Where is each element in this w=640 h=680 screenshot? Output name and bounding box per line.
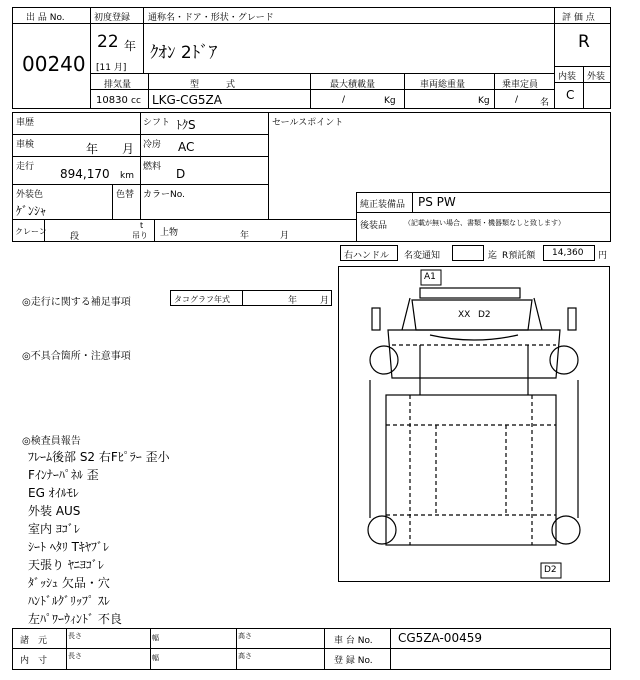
history-label: 車歴 [16, 118, 35, 128]
mileage-unit: km [120, 171, 134, 181]
fuel-value: D [176, 167, 186, 181]
first-reg-label: 初度登録 [94, 13, 131, 23]
inspector-line: 左ﾊﾟﾜｰｳｨﾝﾄﾞ 不良 [28, 612, 122, 626]
capacity-sep: / [515, 95, 519, 105]
displacement-unit: cc [131, 96, 141, 106]
interior-height-label: 高さ [238, 652, 252, 660]
capacity-unit: 名 [540, 98, 550, 108]
interior-score: C [566, 88, 575, 102]
shift-value: ﾄｸS [176, 118, 196, 132]
chassis-number: CG5ZA-00459 [398, 631, 482, 645]
rating-value: R [578, 32, 590, 52]
front-right-wheel [550, 346, 578, 374]
gross-weight-label: 車両総重量 [420, 80, 466, 90]
mark-a1: A1 [424, 272, 436, 282]
mileage-label: 走行 [16, 162, 35, 172]
defects-label: ◎不具合箇所・注意事項 [22, 351, 131, 362]
gross-weight-unit: Kg [478, 96, 490, 106]
ext-color-value: ｹﾞﾝｼｬ [16, 204, 47, 218]
inspector-line: ﾀﾞｯｼｭ 欠品・穴 [28, 576, 110, 590]
crane-hang: 吊り [132, 231, 148, 240]
inspection-label: 車検 [16, 140, 35, 150]
inspection-month: 月 [122, 142, 135, 156]
first-reg-month: [11 月] [96, 63, 127, 73]
windshield [412, 300, 532, 330]
capacity-label: 乗車定員 [502, 80, 539, 90]
dims-length-label: 長さ [68, 632, 82, 640]
exterior-label: 外装 [587, 72, 606, 82]
ac-label: 冷房 [143, 140, 162, 150]
cab-roof [420, 288, 520, 298]
inspector-label: ◎検査員報告 [22, 436, 81, 447]
crane-ton: t [140, 221, 144, 230]
model-label: 通称名・ドア・形状・グレード [148, 13, 274, 23]
rear-left-wheel [368, 516, 396, 544]
shift-label: シフト [143, 118, 171, 128]
max-load-label: 最大積載量 [330, 80, 376, 90]
model-name: ｸｵﾝ 2ﾄﾞｱ [150, 43, 218, 63]
inspector-line: EG ｵｲﾙﾓﾚ [28, 486, 79, 500]
inspector-line: Fｲﾝﾅｰﾊﾟﾈﾙ 歪 [28, 468, 99, 482]
type-label: 型 式 [190, 80, 236, 90]
inspector-line: ｼｰﾄ ﾍﾀﾘ Tｷﾔﾌﾞﾚ [28, 540, 109, 554]
interior-length-label: 長さ [68, 652, 82, 660]
upper-label: 上物 [160, 228, 179, 238]
name-change-label: 名変通知 [404, 251, 441, 261]
front-left-wheel [370, 346, 398, 374]
lot-label: 出 品 No. [26, 13, 65, 23]
right-hand-drive: 右ハンドル [344, 251, 390, 261]
sales-point-label: セールスポイント [272, 118, 344, 128]
left-mirror [372, 308, 380, 330]
inspector-line: 天張り ﾔﾆﾖｺﾞﾚ [28, 558, 104, 572]
recycle-label: R預託額 [502, 251, 536, 261]
ext-color-label: 外装色 [16, 190, 44, 200]
tacho-month: 月 [320, 296, 330, 306]
inspector-line: 外装 AUS [28, 504, 81, 518]
upper-year: 年 [240, 231, 250, 241]
dims-label: 諸 元 [20, 636, 48, 646]
interior-dims-label: 内 寸 [20, 656, 48, 666]
first-reg-year-unit: 年 [124, 39, 137, 53]
tacho-year: 年 [288, 296, 298, 306]
aftermarket-label: 後装品 [360, 221, 388, 231]
displacement-label: 排気量 [104, 80, 132, 90]
interior-label: 内装 [558, 72, 577, 82]
name-change-sep: 迄 [488, 251, 498, 261]
cab-body [388, 330, 560, 378]
color-code-label: カラーNo. [143, 190, 185, 200]
lot-number: 00240 [22, 52, 86, 76]
std-equip-value: PS PW [418, 195, 456, 209]
recycle-value: 14,360 [552, 248, 584, 258]
mark-d2-rear: D2 [544, 565, 557, 575]
upper-month: 月 [280, 231, 290, 241]
first-reg-year: 22 [97, 32, 119, 52]
crane-label: クレーン [15, 227, 47, 236]
max-load-unit: Kg [384, 96, 396, 106]
chassis-label: 車 台 No. [334, 636, 373, 646]
registration-label: 登 録 No. [334, 656, 373, 666]
tacho-label: タコグラフ年式 [174, 295, 230, 304]
mark-d2-front: D2 [478, 310, 491, 320]
interior-width-label: 幅 [152, 654, 159, 662]
inspection-year: 年 [86, 142, 99, 156]
cargo-bed [386, 395, 556, 545]
displacement-value: 10830 [96, 95, 128, 106]
inspector-line: 室内 ﾖｺﾞﾚ [28, 522, 80, 536]
color-change-label: 色替 [116, 190, 135, 200]
dims-width-label: 幅 [152, 634, 159, 642]
recycle-unit: 円 [598, 251, 608, 261]
std-equip-label: 純正装備品 [360, 200, 406, 210]
ac-value: AC [178, 140, 195, 154]
running-notes-label: ◎走行に関する補足事項 [22, 297, 131, 308]
mileage-value: 894,170 [60, 167, 110, 181]
right-mirror [568, 308, 576, 330]
max-load-sep: / [342, 95, 346, 105]
type-value: LKG-CG5ZA [152, 93, 222, 107]
dims-height-label: 高さ [238, 632, 252, 640]
fuel-label: 燃料 [143, 162, 162, 172]
rating-label: 評 価 点 [562, 13, 595, 23]
mark-xx: XX [458, 310, 471, 320]
aftermarket-note: （記載が無い場合、書類・機器類なしと致します） [404, 219, 565, 227]
inspector-line: ﾊﾝﾄﾞﾙｸﾞﾘｯﾌﾟ ｽﾚ [28, 594, 110, 608]
crane-stage: 段 [70, 232, 80, 242]
inspector-line: ﾌﾚｰﾑ後部 S2 右Fﾋﾟﾗｰ 歪小 [28, 450, 170, 464]
